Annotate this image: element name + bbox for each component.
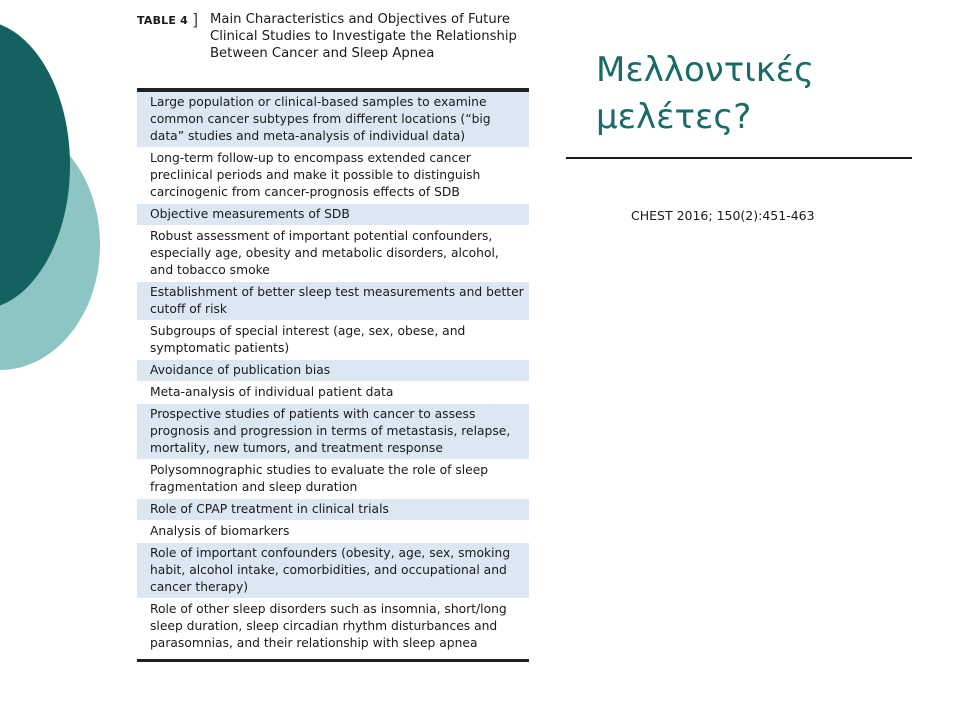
table-caption [137,10,529,88]
citation: CHEST 2016; 150(2):451-463 [631,208,815,223]
table-row: Polysomnographic studies to evaluate the role of sleep fragmentation and sleep duration [137,460,529,499]
table-row: Long-term follow-up to encompass extended cancer preclinical periods and make it possible to distinguish carcinogenic from cancer-prognosis effects of SDB [137,148,529,204]
table-row: Establishment of better sleep test measurements and better cutoff of risk [137,282,529,321]
table-row: Role of other sleep disorders such as insomnia, short/long sleep duration, sleep circadian rhythm disturbances and parasomnias, and their relationship with sleep apnea [137,599,529,655]
table-label-bracket: ] [192,10,199,29]
table-label: TABLE 4 [137,14,188,27]
table-row: Prospective studies of patients with cancer to assess prognosis and progression in terms of metastasis, relapse, mortality, new tumors, and treatment response [137,404,529,460]
table-image [137,10,529,720]
table-row: Avoidance of publication bias [137,360,529,382]
table-row: Subgroups of special interest (age, sex, obese, and symptomatic patients) [137,321,529,360]
table-row: Role of CPAP treatment in clinical trials [137,499,529,521]
table-rows [137,92,529,655]
table-row: Role of important confounders (obesity, age, sex, smoking habit, alcohol intake, comorbidities, and occupational and cancer therapy) [137,543,529,599]
table-row: Meta-analysis of individual patient data [137,382,529,404]
table-row: Robust assessment of important potential confounders, especially age, obesity and metabolic disorders, alcohol, and tobacco smoke [137,226,529,282]
slide-title [596,47,926,141]
slide-title-line-2: μελέτες? [596,97,752,137]
slide-title-line-1: Μελλοντικές [596,50,815,90]
table-bottom-rule [137,659,529,662]
title-underline [566,157,912,159]
table-row: Large population or clinical-based samples to examine common cancer subtypes from different locations (“big data” studies and meta-analysis of individual data) [137,92,529,148]
table-row: Analysis of biomarkers [137,521,529,543]
table-title: Main Characteristics and Objectives of Future Clinical Studies to Investigate the Relationship Between Cancer and Sleep Apnea [210,12,517,61]
table-row: Objective measurements of SDB [137,204,529,226]
